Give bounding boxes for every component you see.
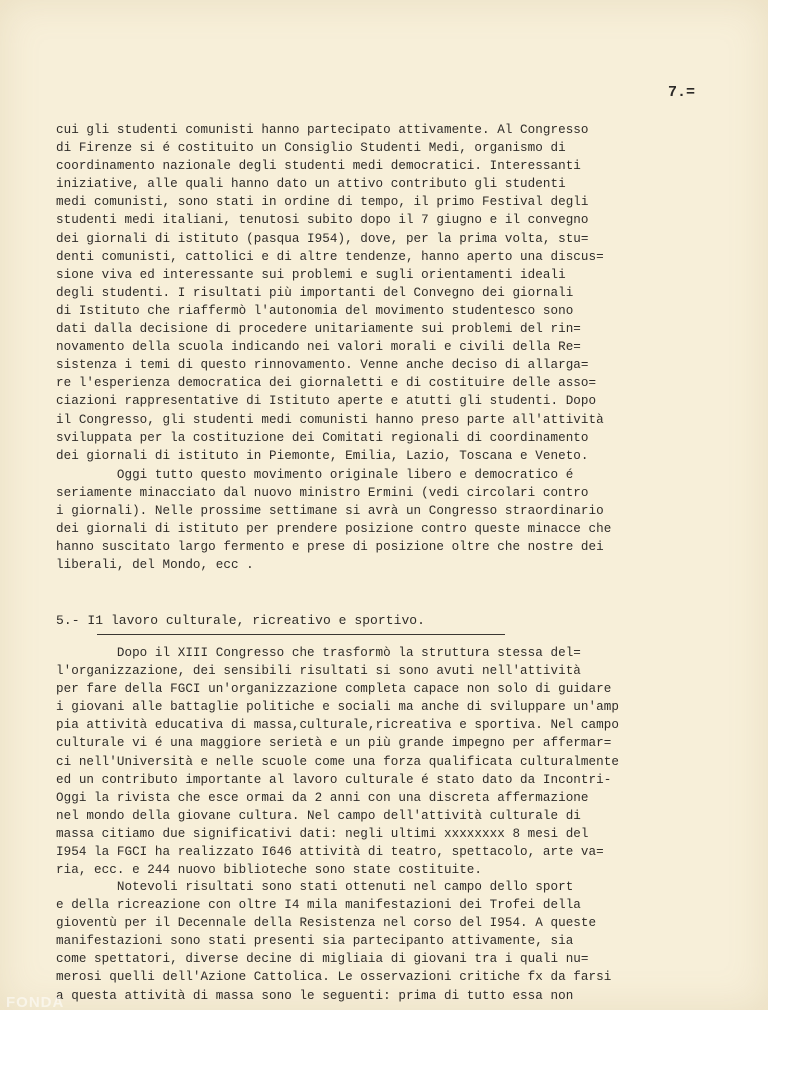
paragraph-sport-recreation: Notevoli risultati sono stati ottenuti nel campo dello sport e della ricreazione con oltre I4 mila manifestazioni dei Trofei della gioventù per il Decennale della Resistenza nel corso del I954. A queste manifestazioni sono stati presenti sia partecipanto attivamente, sia come spettatori, diverse decine di migliaia di giovani tra i quali nu= merosi quelli dell'Azione Cattolica. Le osservazioni critiche fx da farsi a questa attività di massa sono le seguenti: prima di tutto essa non xyxy=(56,880,612,1003)
paragraph-minister-threat: Oggi tutto questo movimento originale libero e democratico é seriamente minacciato dal nuovo ministro Ermini (vedi circolari contro i giornali). Nelle prossime settimane si avrà un Congresso straordinario dei giornali di istituto per prendere posizione contro queste minacce che hanno suscitato largo fermento e prese di posizione oltre che nostre dei liberali, del Mondo, ecc . xyxy=(56,468,612,573)
archive-watermark: FONDA xyxy=(6,994,65,1010)
page-number: 7.= xyxy=(668,84,696,101)
heading-underline xyxy=(97,634,505,635)
paragraph-cultural-work: Dopo il XIII Congresso che trasformò la struttura stessa del= l'organizzazione, dei sensibili risultati si sono avuti nell'attività per fare della FGCI un'organizzazione completa capace non solo di guidare i giovani alle battaglie politiche e sociali ma anche di sviluppare un'amp pia attività educativa di massa,culturale,ricreativa e sportiva. Nel campo culturale vi é una maggiore serietà e un più grande impegno per affermar= ci nell'Università e nelle scuole come una forza qualificata culturalmente ed un contributo importante al lavoro culturale é stato dato da Incontri- Oggi la rivista che esce ormai da 2 anni con una discreta affermazione nel mondo della giovane cultura. Nel campo dell'attività culturale di massa citiamo due significativi dati: negli ultimi xxxxxxxx 8 mesi del I954 la FGCI ha realizzato I646 attività di teatro, spettacolo, arte va= ria, ecc. e 244 nuovo biblioteche sono state costituite. xyxy=(56,646,619,878)
section-heading: 5.- I1 lavoro culturale, ricreativo e sportivo. xyxy=(56,613,426,628)
paragraph-students: cui gli studenti comunisti hanno partecipato attivamente. Al Congresso di Firenze si é costituito un Consiglio Studenti Medi, organismo di coordinamento nazionale degli studenti medi democratici. Interessanti iniziative, alle quali hanno dato un attivo contributo gli studenti medi comunisti, sono stati in ordine di tempo, il primo Festival degli studenti medi italiani, tenutosi subito dopo il 7 giugno e il convegno dei giornali di istituto (pasqua I954), dove, per la prima volta, stu= denti comunisti, cattolici e di altre tendenze, hanno aperto una discus= sione viva ed interessante sui problemi e sugli orientamenti ideali degli studenti. I risultati più importanti del Convegno dei giornali di Istituto che riaffermò l'autonomia del movimento studentesco sono dati dalla decisione di procedere unitariamente sui problemi del rin= novamento della scuola indicando nei valori morali e civili della Re= sistenza i temi di questo rinnovamento. Venne anche deciso di allarga= re l'esperienza democratica dei giornaletti e di costituire delle asso= ciazioni rappresentative di Istituto aperte e atutti gli studenti. Dopo il Congresso, gli studenti medi comunisti hanno preso parte all'attività sviluppata per la costituzione dei Comitati regionali di coordinamento dei giornali di istituto in Piemonte, Emilia, Lazio, Toscana e Veneto. xyxy=(56,123,604,463)
